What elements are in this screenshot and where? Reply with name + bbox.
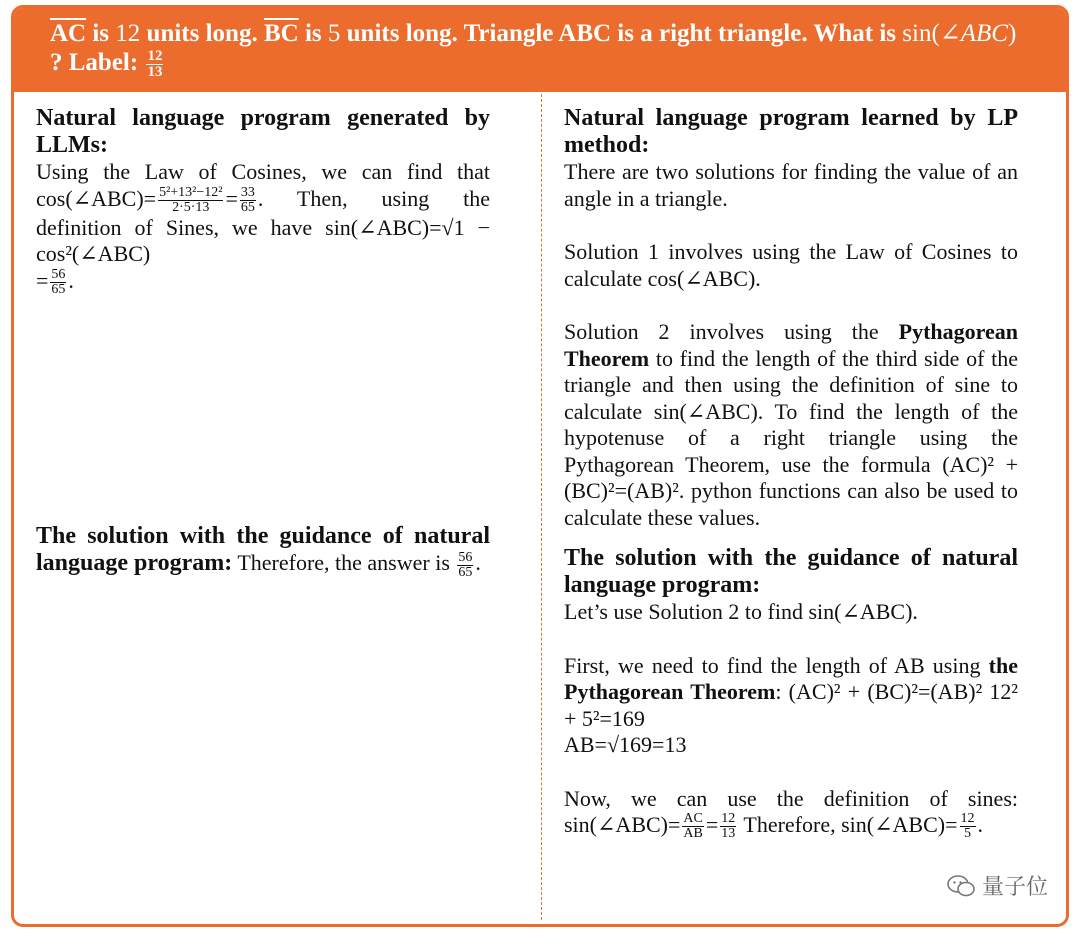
angle: ∠ABC (939, 20, 1008, 47)
spacer (564, 212, 1018, 239)
header-text: units long. (140, 20, 264, 47)
numerator: 56 (458, 549, 473, 565)
sin-func: sin( (902, 20, 940, 47)
answer-fraction (960, 812, 976, 841)
text: : (AC)² + (BC)²=(AB)² 12² + 5²=169 (564, 679, 1018, 731)
period: . (68, 267, 74, 293)
paragraph-solution-1: Solution 1 involves using the Law of Cosines to calculate cos(∠ABC). (564, 239, 1018, 291)
heading-solution: The solution with the guidance of natural language program: (564, 545, 1018, 598)
numerator: 12 (721, 811, 736, 827)
denominator: 5 (964, 826, 971, 842)
text: . Then, using the definition of Sines, we have sin(∠ABC)=√1 − cos²(∠ABC) (36, 185, 490, 267)
equals: = (705, 812, 719, 837)
text: First, we need to find the length of AB using (564, 652, 989, 678)
paragraph-solution-2 (564, 319, 1018, 531)
label-denominator: 13 (147, 63, 163, 80)
question-header (14, 8, 1066, 92)
label-fraction (146, 49, 163, 80)
paragraph: There are two solutions for finding the value of an angle in a triangle. (564, 159, 1018, 211)
denominator: AB (683, 826, 703, 842)
bold-term: Pythagorean Theorem (564, 319, 1018, 371)
label-text: ? Label: (50, 49, 139, 76)
denominator: 13 (721, 826, 736, 842)
left-column (36, 105, 490, 580)
text: Now, we can use the definition of sines: sin(∠ABC)= (564, 785, 1018, 837)
value-fraction (720, 812, 736, 841)
header-text: is (86, 20, 116, 47)
denominator: 65 (458, 564, 473, 580)
bold-term: the Pythagorean Theorem (564, 652, 1018, 704)
llm-solution (36, 523, 490, 579)
value-5: 5 (327, 20, 341, 47)
numerator: AC (683, 811, 703, 827)
segment-ac: $\overline{AC}$ (50, 20, 87, 47)
spacer (564, 626, 1018, 653)
column-divider (541, 94, 542, 920)
denominator: 2·5·13 (172, 199, 210, 215)
spacer (564, 531, 1018, 545)
equals: = (225, 185, 238, 211)
spacer (36, 297, 490, 523)
wechat-icon (946, 874, 976, 898)
paren: ) (1007, 20, 1017, 47)
heading-solution: The solution with the guidance of natural language program: (36, 523, 490, 577)
paragraph-final (564, 786, 1018, 842)
result-fraction (240, 186, 256, 215)
value-12: 12 (115, 20, 141, 47)
period: . (475, 550, 481, 576)
equals: = (36, 267, 49, 293)
ratio-fraction (682, 812, 703, 841)
text: Therefore, the answer is (232, 550, 456, 576)
numerator: 33 (240, 184, 255, 200)
answer-fraction (50, 268, 66, 297)
paragraph-steps (564, 653, 1018, 759)
heading-llm-program: Natural language program generated by LLMs: (36, 105, 490, 158)
cos-fraction (158, 186, 223, 215)
heading-lp-program: Natural language program learned by LP method: (564, 105, 1018, 158)
numerator: 12 (960, 811, 975, 827)
right-column (564, 105, 1018, 841)
denominator: 65 (240, 199, 255, 215)
period: . (977, 812, 983, 837)
watermark-text: 量子位 (981, 875, 1048, 900)
header-text: is (298, 20, 328, 47)
header-text: units long. Triangle ABC is a right triangle. What is (340, 20, 903, 47)
text: Therefore, sin(∠ABC)= (738, 812, 958, 837)
text: Using the Law of Cosines, we can find that cos(∠ABC)= (36, 159, 490, 211)
segment-bc: $\overline{BC}$ (263, 20, 299, 47)
numerator: 5²+13²−12² (159, 184, 223, 200)
llm-program-text (36, 159, 490, 297)
spacer (564, 292, 1018, 319)
final-fraction (457, 551, 473, 580)
denominator: 65 (51, 282, 66, 298)
text: Solution 2 involves using the (564, 319, 899, 344)
spacer (564, 759, 1018, 786)
watermark (946, 870, 1048, 901)
numerator: 56 (51, 267, 66, 283)
text: to find the length of the third side of the triangle and then using the definition of sine to calculate sin(∠ABC). To find the length of the hypotenuse of a right triangle using the Pythagorean Theorem, use the formula (AC)² + (BC)²=(AB)². python functions can also be used to calculate these values. (564, 345, 1018, 530)
label-numerator: 12 (147, 47, 163, 64)
text: AB=√169=13 (564, 732, 687, 757)
paragraph: Let’s use Solution 2 to find sin(∠ABC). (564, 599, 918, 624)
